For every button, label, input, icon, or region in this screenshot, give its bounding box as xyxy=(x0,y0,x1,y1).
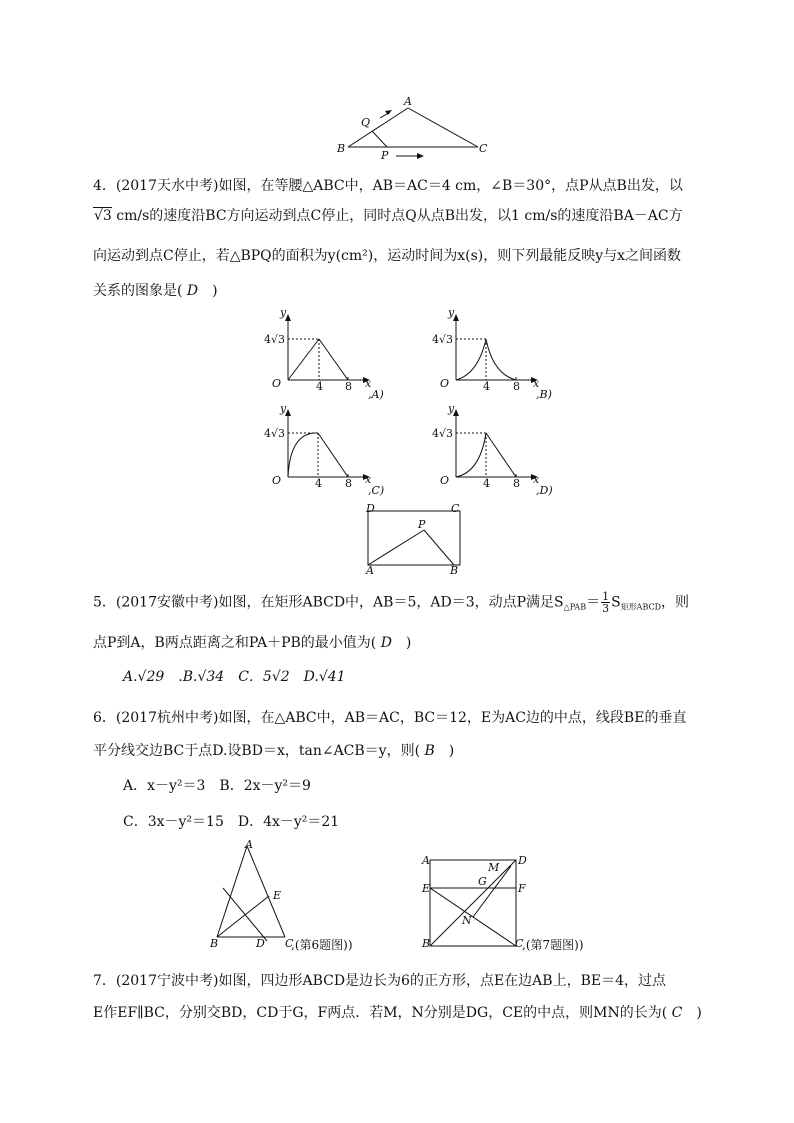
label-b: B xyxy=(337,142,346,155)
graph-a-origin: O xyxy=(272,377,282,390)
label-m: M xyxy=(488,861,500,874)
label-a: A xyxy=(404,95,412,108)
graph-b-origin: O xyxy=(440,377,450,390)
q6-line-1: 6．(2017杭州中考)如图，在△ABC中，AB＝AC，BC＝12，E为AC边的中点，线段BE的垂直 xyxy=(93,710,687,726)
graph-b-x-label: x xyxy=(533,377,540,390)
graph-a-tick-8: 8 xyxy=(345,380,352,393)
label-f: F xyxy=(518,882,526,895)
label-b: B xyxy=(450,564,459,577)
graph-a-ymax: 4√3 xyxy=(264,333,286,346)
graph-c-x-label: x xyxy=(365,473,372,486)
graph-d-tick-4: 4 xyxy=(483,477,490,490)
graph-b-option: ,B) xyxy=(536,388,552,401)
q4-answer: D xyxy=(186,283,199,299)
graph-d-ymax: 4√3 xyxy=(432,427,454,440)
q4-line-1: 4．(2017天水中考)如图，在等腰△ABC中，AB＝AC＝4 cm，∠B＝30°，点P从点B出发，以 xyxy=(93,178,683,194)
graph-d-tick-8: 8 xyxy=(513,477,520,490)
graph-a-option: ,A) xyxy=(368,388,384,401)
triangle-abc-diagram xyxy=(330,90,500,160)
q5-options: A.√29 .B.√34 C．5√2 D.√41 xyxy=(123,669,346,685)
label-c: C xyxy=(515,937,524,950)
q4-line-2: √3 cm/s的速度沿BC方向运动到点C停止，同时点Q从点B出发，以1 cm/s的速度沿BA－AC方 xyxy=(94,208,683,224)
label-d: D xyxy=(518,854,527,867)
q4-line-4: 关系的图象是( D ) xyxy=(93,283,218,299)
label-p: P xyxy=(381,149,389,162)
q7-answer: C xyxy=(671,1005,683,1021)
label-q: Q xyxy=(361,116,371,129)
graph-b-ymax: 4√3 xyxy=(432,333,454,346)
label-a: A xyxy=(422,854,430,867)
graph-c-tick-4: 4 xyxy=(315,477,322,490)
label-b: B xyxy=(210,937,219,950)
label-a: A xyxy=(245,838,253,851)
graph-a-y-label: y xyxy=(280,306,287,319)
sqrt3: √3 xyxy=(94,208,112,224)
triangle-q6-diagram xyxy=(205,840,305,945)
q7-line-2: E作EF∥BC，分别交BD，CD于G，F两点．若M，N分别是DG，CE的中点，则MN的长为( C ) xyxy=(93,1005,702,1021)
label-g: G xyxy=(478,875,487,888)
q5-line-2: 点P到A，B两点距离之和PA＋PB的最小值为( D ) xyxy=(93,635,412,651)
label-p: P xyxy=(418,518,426,531)
graph-c-option: ,C) xyxy=(368,484,385,497)
graph-d-option: ,D) xyxy=(536,484,553,497)
graph-d-origin: O xyxy=(440,474,450,487)
fraction-one-third: $\frac{1}{3}$ xyxy=(602,590,610,615)
label-e: E xyxy=(273,889,282,902)
graph-d-x-label: x xyxy=(533,473,540,486)
caption-figure-6: ,(第6题图)) xyxy=(291,938,353,952)
graph-c-origin: O xyxy=(272,474,282,487)
square-q7-diagram xyxy=(420,850,530,950)
graph-b-tick-8: 8 xyxy=(513,380,520,393)
graph-b-y-label: y xyxy=(448,306,455,319)
label-a: A xyxy=(366,564,374,577)
label-d: D xyxy=(366,502,375,515)
label-d: D xyxy=(256,937,265,950)
graph-a-tick-4: 4 xyxy=(316,380,323,393)
graph-c-y-label: y xyxy=(280,402,287,415)
label-e: E xyxy=(422,882,431,895)
q6-options-ab: A．x－y²＝3 B．2x－y²＝9 xyxy=(123,778,311,794)
caption-figure-7: ,(第7题图)) xyxy=(522,938,584,952)
q6-line-2: 平分线交边BC于点D.设BD＝x，tan∠ACB＝y，则( B ) xyxy=(93,743,455,759)
label-c: C xyxy=(451,502,460,515)
q6-answer: B xyxy=(424,743,435,759)
label-c: C xyxy=(479,142,488,155)
q5-line-1: 5．(2017安徽中考)如图，在矩形ABCD中，AB＝5，AD＝3，动点P满足$S_{\triangle PAB}=$ $\frac{1}{3}$ $S_{矩形ABCD}$，则 xyxy=(93,590,690,615)
graph-d-y-label: y xyxy=(448,402,455,415)
graph-a-x-label: x xyxy=(365,377,372,390)
q4-line-3: 向运动到点C停止，若△BPQ的面积为y(cm²)，运动时间为x(s)，则下列最能反映y与x之间函数 xyxy=(93,248,682,264)
graph-c-tick-8: 8 xyxy=(345,477,352,490)
graph-c-ymax: 4√3 xyxy=(264,427,286,440)
label-n: N xyxy=(462,914,472,927)
label-c: C xyxy=(285,937,294,950)
graph-b-tick-4: 4 xyxy=(483,380,490,393)
label-b: B xyxy=(422,937,431,950)
q7-line-1: 7．(2017宁波中考)如图，四边形ABCD是边长为6的正方形，点E在边AB上，BE＝4，过点 xyxy=(93,973,666,989)
q5-answer: D xyxy=(380,635,392,651)
q6-options-cd: C．3x－y²＝15 D．4x－y²＝21 xyxy=(123,814,340,830)
